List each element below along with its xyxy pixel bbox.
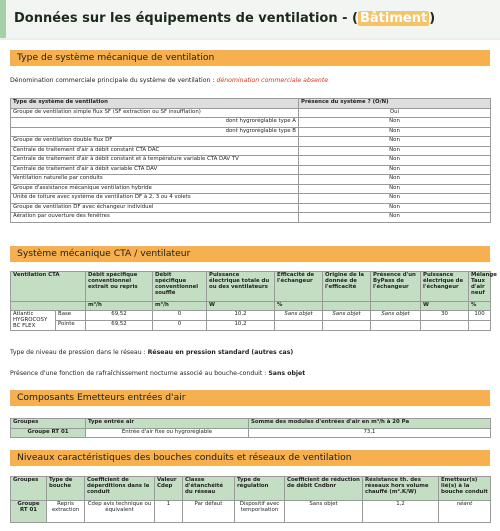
header-ventilation-cta: Ventilation CTA — [11, 272, 86, 302]
cell: 1,2 — [363, 501, 439, 523]
cell: Repris extraction — [47, 501, 85, 523]
table-row — [11, 146, 491, 156]
row-label: Groupe de ventilation DF avec échangeur individuel — [11, 203, 299, 213]
cell — [275, 321, 323, 331]
cell: 0 — [153, 311, 207, 321]
entrees-air-table — [10, 418, 491, 438]
row-value: Non — [299, 213, 491, 223]
unit: W — [421, 302, 469, 311]
header-coef-deperditions: Coefficient de déperditions dans le conduit — [85, 477, 155, 501]
table-row — [11, 118, 491, 128]
section-title-ventilation-type: Type de système mécanique de ventilation — [10, 50, 490, 66]
row-value: Non — [299, 184, 491, 194]
row-label: dont hygroréglable type A — [11, 118, 299, 128]
section-title-entrees-air: Composants Emetteurs entrées d'air — [10, 390, 490, 406]
row-value: Non — [299, 175, 491, 185]
header-efficacite: Efficacité de l'échangeur — [275, 272, 323, 302]
header-debit-souffle: Débit spécifique conventionnel soufflé — [153, 272, 207, 302]
row-label: Ventilation naturelle par conduits — [11, 175, 299, 185]
table-row — [11, 137, 491, 147]
header-bypass: Présence d'un ByPass de l'échangeur — [371, 272, 421, 302]
table-row — [11, 127, 491, 137]
cell — [421, 321, 469, 331]
table-row — [11, 194, 491, 204]
cell — [469, 321, 491, 331]
table-row — [11, 203, 491, 213]
cell: Sans objet — [275, 311, 323, 321]
header-puissance-ventilateurs: Puissance électrique totale du ou des ventilateurs — [207, 272, 275, 302]
row-value: Non — [299, 203, 491, 213]
cell: 69,52 — [86, 311, 153, 321]
table-row — [11, 184, 491, 194]
cta-table — [10, 271, 497, 331]
row-label: Aération par ouverture des fenêtres — [11, 213, 299, 223]
cell: 10,2 — [207, 321, 275, 331]
denomination-line: Dénomination commerciale principale du système de ventilation : dénomination commerciale absente — [10, 77, 329, 84]
cell: 0 — [153, 321, 207, 331]
table-row — [11, 108, 491, 118]
row-label: Groupe d'assistance mécanique ventilation hybride — [11, 184, 299, 194]
row-label: dont hygroréglable type B — [11, 127, 299, 137]
cell: 69,52 — [86, 321, 153, 331]
table-header-row — [11, 477, 491, 501]
group-cell: Groupe RT 01 — [11, 428, 86, 438]
cell: néant — [439, 501, 491, 523]
value-cell: 73,1 — [249, 428, 491, 438]
unit: W — [207, 302, 275, 311]
header-melange: Mélange Taux d'air neuf — [469, 272, 491, 302]
row-mode: Base — [56, 311, 86, 321]
table-row — [11, 311, 491, 321]
header-coef-reduction: Coefficient de réduction de débit Cndbnr — [285, 477, 363, 501]
header-groupes: Groupes — [11, 477, 47, 501]
row-label: Centrale de traitement d'air à débit constant et à température variable CTA DAV TV — [11, 156, 299, 166]
cell: Par défaut — [183, 501, 235, 523]
header-debit-extrait: Débit spécifique conventionnel extrait ou repris — [86, 272, 153, 302]
table-header-row — [11, 99, 491, 109]
header-type-regulation: Type de régulation — [235, 477, 285, 501]
row-value: Non — [299, 156, 491, 166]
header-puissance-echangeur: Puissance électrique de l'échangeur — [421, 272, 469, 302]
row-value: Oui — [299, 108, 491, 118]
cell: Sans objet — [323, 311, 371, 321]
cell: 30 — [421, 311, 469, 321]
table-row — [11, 156, 491, 166]
header-classe-etancheite: Classe d'étanchéité du réseau — [183, 477, 235, 501]
section-title-bouches: Niveaux caractéristiques des bouches conduits et réseaux de ventilation — [10, 450, 490, 466]
unit: m³/h — [86, 302, 153, 311]
unit: m³/h — [153, 302, 207, 311]
unit: % — [469, 302, 491, 311]
rafraichissement-value: Sans objet — [268, 370, 306, 377]
table-row — [11, 501, 491, 523]
row-value: Non — [299, 137, 491, 147]
pression-line: Type de niveau de pression dans le réseau : Réseau en pression standard (autres cas) — [10, 349, 294, 356]
header-somme-modules: Somme des modules d'entrées d'air en m³/h à 20 Pa — [249, 419, 491, 429]
cell: Sans objet — [285, 501, 363, 523]
unit: % — [275, 302, 323, 311]
cell — [371, 321, 421, 331]
table-row — [11, 165, 491, 175]
row-label: Unité de toiture avec système de ventilation DF à 2, 3 ou 4 volets — [11, 194, 299, 204]
cell: Cdep avis technique ou équivalent — [85, 501, 155, 523]
cell: 100 — [469, 311, 491, 321]
row-value: Non — [299, 194, 491, 204]
ventilation-system-table — [10, 98, 491, 223]
product-name: Atlantic HYGROCOSY BC FLEX — [11, 311, 56, 331]
batiment-tag: Bâtiment — [360, 11, 428, 26]
rafraichissement-line: Présence d'une fonction de rafraîchissement nocturne associé au bouche-conduit : Sans objet — [10, 370, 306, 377]
row-label: Centrale de traitement d'air à débit constant CTA DAC — [11, 146, 299, 156]
header-groupes: Groupes — [11, 419, 86, 429]
cta-header-row — [11, 272, 491, 302]
header-cdep: Valeur Cdep — [155, 477, 183, 501]
header-accent — [0, 0, 6, 38]
row-value: Non — [299, 118, 491, 128]
section-title-cta: Système mécanique CTA / ventilateur — [10, 246, 490, 262]
unit — [323, 302, 371, 311]
header-resistance: Résistance th. des réseaux hors volume chauffé (m².K/W) — [363, 477, 439, 501]
table-row — [11, 213, 491, 223]
row-label: Groupe de ventilation double flux DF — [11, 137, 299, 147]
table-row — [11, 175, 491, 185]
page-title: Données sur les équipements de ventilation - ( Bâtiment ) — [14, 11, 436, 26]
page-header — [0, 0, 500, 40]
header-emetteurs: Emetteur(s) lié(s) à la bouche conduit — [439, 477, 491, 501]
cell: Dispositif avec temporisation — [235, 501, 285, 523]
cta-units-row — [11, 302, 491, 311]
type-cell: Entrée d'air fixe ou hygroréglable — [86, 428, 249, 438]
table-row — [11, 428, 491, 438]
table-header-row — [11, 419, 491, 429]
table-row — [11, 321, 491, 331]
header-presence: Présence du système ? (O/N) — [299, 99, 491, 109]
cell: 10,2 — [207, 311, 275, 321]
cell — [323, 321, 371, 331]
row-value: Non — [299, 165, 491, 175]
pression-value: Réseau en pression standard (autres cas) — [147, 349, 294, 356]
row-value: Non — [299, 146, 491, 156]
cell: 1 — [155, 501, 183, 523]
row-label: Centrale de traitement d'air à débit variable CTA DAV — [11, 165, 299, 175]
row-mode: Pointe — [56, 321, 86, 331]
header-origine: Origine de la donnée de l'efficacité — [323, 272, 371, 302]
denomination-value: dénomination commerciale absente — [216, 77, 329, 84]
bouches-table — [10, 476, 491, 523]
header-type-bouche: Type de bouche — [47, 477, 85, 501]
row-label: Groupe de ventilation simple flux SF (SF extraction ou SF insufflation) — [11, 108, 299, 118]
group-cell: Groupe RT 01 — [11, 501, 47, 523]
header-type: Type de système de ventilation — [11, 99, 299, 109]
row-value: Non — [299, 127, 491, 137]
header-type-entree: Type entrée air — [86, 419, 249, 429]
cell: Sans objet — [371, 311, 421, 321]
unit — [371, 302, 421, 311]
